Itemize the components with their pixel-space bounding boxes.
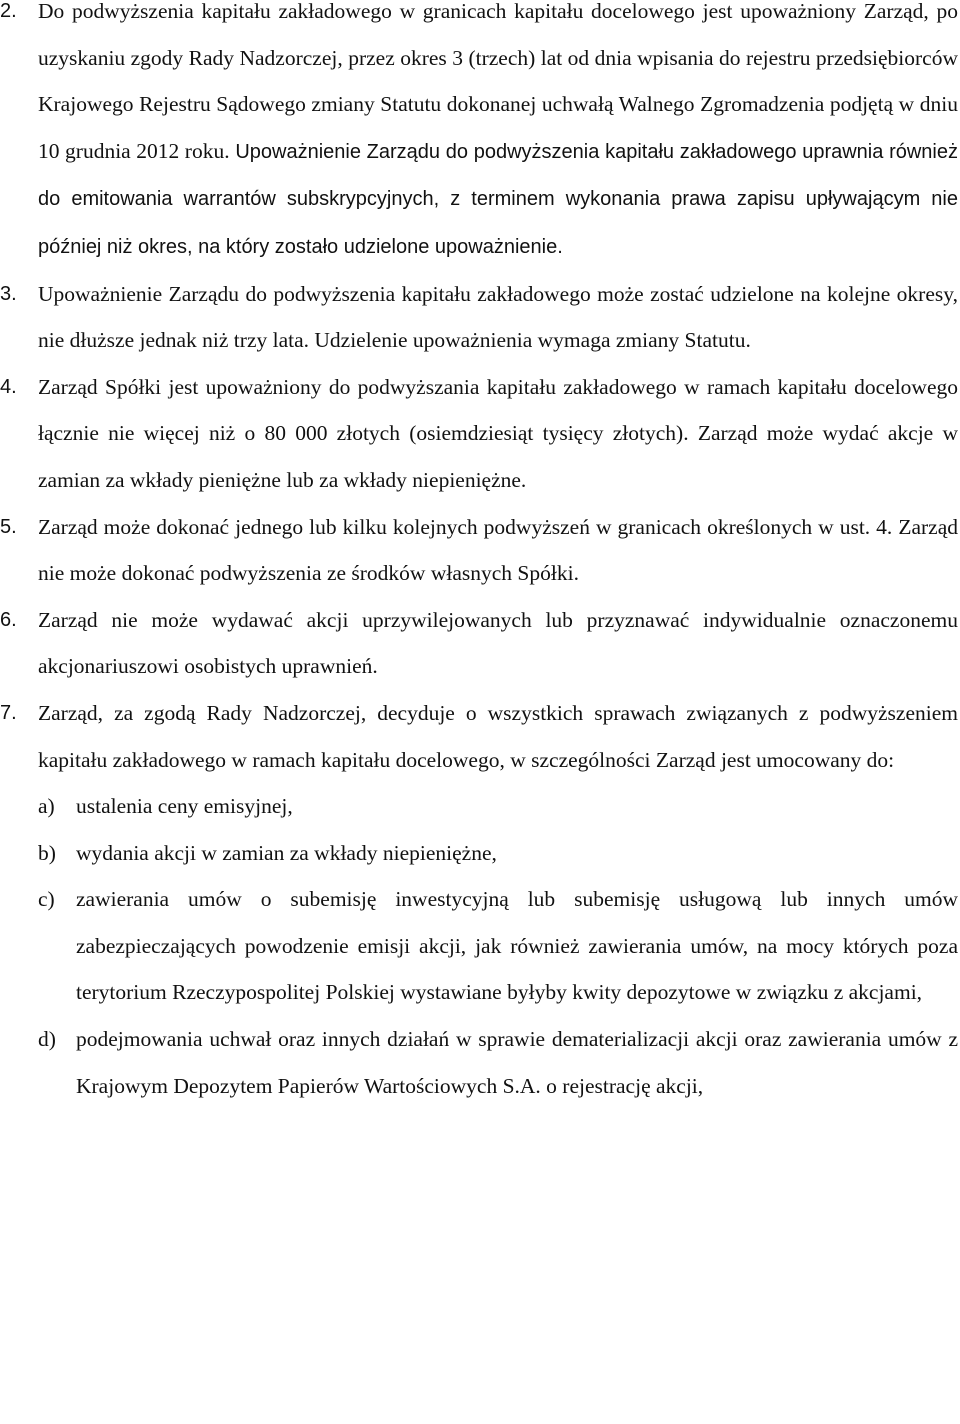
subitem-b [0,830,960,877]
paragraph-number: 7. [0,701,17,724]
paragraph-5 [0,504,960,597]
paragraph-text: Zarząd Spółki jest upoważniony do podwyższania kapitału zakładowego w ramach kapitału docelowego łącznie nie więcej niż o 80 000 złotych (osiemdziesiąt tysięcy złotych). Zarząd może wydać akcje w zamian za wkłady pieniężne lub za wkłady niepieniężne. [38,374,958,492]
paragraph-text: Zarząd, za zgodą Rady Nadzorczej, decyduje o wszystkich sprawach związanych z podwyższeniem kapitału zakładowego w ramach kapitału docelowego, w szczególności Zarząd jest umocowany do: [38,700,958,772]
subitem-letter: c) [38,887,55,912]
paragraph-2 [0,0,960,271]
paragraph-6 [0,597,960,690]
subitem-text: zawierania umów o subemisję inwestycyjną lub subemisję usługową lub innych umów zabezpieczających powodzenie emisji akcji, jak również zawierania umów, na mocy których poza terytorium Rzeczypospolitej Polskiej wystawiane byłyby kwity depozytowe w związku z akcjami, [76,887,958,1005]
paragraph-3 [0,271,960,364]
paragraph-number: 2. [0,0,17,22]
subitem-text: wydania akcji w zamian za wkłady niepieniężne, [76,840,497,865]
paragraph-number: 6. [0,608,17,631]
paragraph-text: Do podwyższenia kapitału zakładowego w granicach kapitału docelowego jest upoważniony Zarząd, po uzyskaniu zgody Rady Nadzorczej, przez okres 3 (trzech) lat od dnia wpisania do rejestru przedsiębiorców Krajowego Rejestru Sądowego zmiany Statutu dokonanej uchwałą Walnego Zgromadzenia podjętą w dniu 10 grudnia 2012 roku. [38,0,958,163]
subitem-text: podejmowania uchwał oraz innych działań w sprawie dematerializacji akcji oraz zawierania umów z Krajowym Depozytem Papierów Wartościowych S.A. o rejestrację akcji, [76,1027,958,1098]
paragraph-number: 5. [0,515,17,538]
subitem-letter: a) [38,794,55,819]
subitem-a [0,783,960,830]
paragraph-4 [0,364,960,504]
subitem-letter: b) [38,840,56,865]
subitem-c [0,876,960,1016]
subitem-text: ustalenia ceny emisyjnej, [76,794,293,819]
paragraph-number: 4. [0,375,17,398]
paragraph-text: Upoważnienie Zarządu do podwyższenia kapitału zakładowego uprawnia również do emitowania warrantów subskrypcyjnych, z terminem wykonania prawa zapisu upływającym nie później niż okres, na który zostało udzielone upoważnienie. [38,140,959,258]
paragraph-7 [0,690,960,783]
subitem-d [0,1016,960,1109]
paragraph-text: Upoważnienie Zarządu do podwyższenia kapitału zakładowego może zostać udzielone na kolejne okresy, nie dłuższe jednak niż trzy lata. Udzielenie upoważnienia wymaga zmiany Statutu. [38,281,958,353]
paragraph-number: 3. [0,282,17,305]
paragraph-text: Zarząd nie może wydawać akcji uprzywilejowanych lub przyznawać indywidualnie oznaczonemu akcjonariuszowi osobistych uprawnień. [38,607,958,679]
subitem-letter: d) [38,1027,56,1052]
paragraph-text: Zarząd może dokonać jednego lub kilku kolejnych podwyższeń w granicach określonych w ust. 4. Zarząd nie może dokonać podwyższenia ze środków własnych Spółki. [38,514,958,586]
